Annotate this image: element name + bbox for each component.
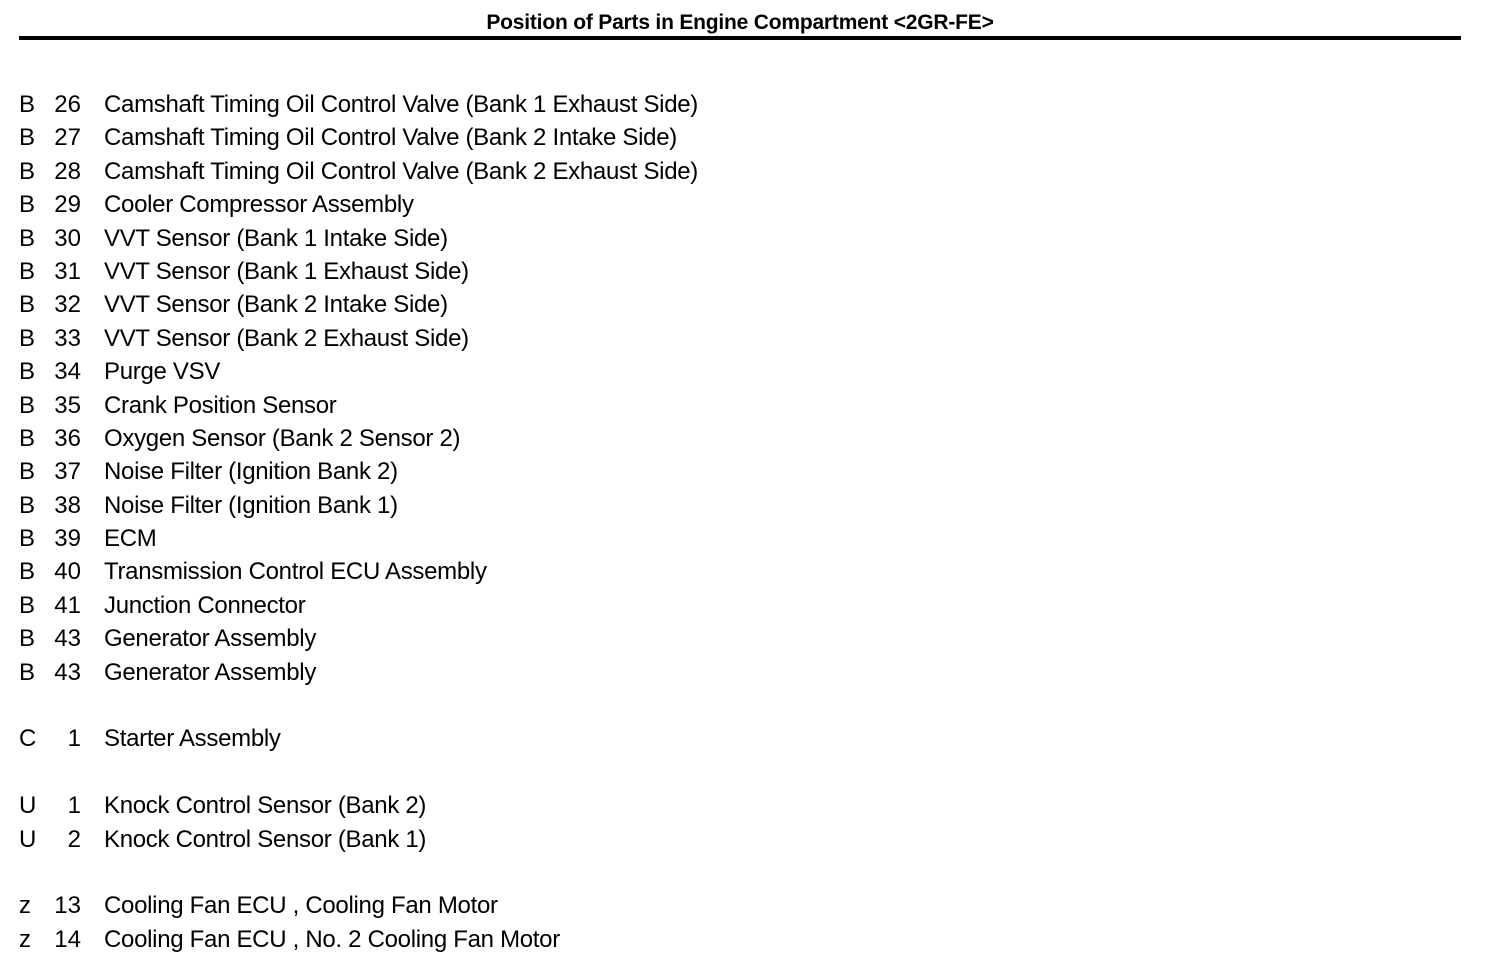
part-row (19, 288, 1419, 321)
part-row (19, 555, 1419, 588)
part-name: Crank Position Sensor (104, 391, 337, 419)
connector-number: 37 (54, 458, 81, 486)
connector-number: 1 (67, 792, 81, 820)
connector-code: B (19, 525, 36, 553)
part-name: VVT Sensor (Bank 2 Intake Side) (104, 291, 448, 319)
document-header (19, 0, 1461, 40)
part-name: Noise Filter (Ignition Bank 2) (104, 458, 398, 486)
part-row (19, 322, 1419, 355)
part-row (19, 121, 1419, 154)
page-title: Position of Parts in Engine Compartment <2GR-FE> (486, 11, 994, 34)
connector-number: 28 (54, 157, 81, 185)
connector-number: 43 (54, 658, 81, 686)
part-name: Generator Assembly (104, 658, 317, 686)
connector-code: B (19, 591, 36, 619)
part-name: VVT Sensor (Bank 2 Exhaust Side) (104, 324, 469, 352)
connector-code: B (19, 224, 36, 252)
connector-number: 40 (54, 558, 81, 586)
connector-code: U (19, 792, 37, 820)
parts-group (19, 88, 1419, 689)
part-name: VVT Sensor (Bank 1 Exhaust Side) (104, 257, 469, 285)
parts-group (19, 722, 1419, 755)
connector-number: 27 (54, 124, 81, 152)
part-row (19, 622, 1419, 655)
parts-group (19, 789, 1419, 856)
connector-code: B (19, 358, 36, 386)
connector-number: 35 (54, 391, 81, 419)
connector-code: B (19, 191, 36, 219)
connector-code: B (19, 324, 36, 352)
connector-code: B (19, 91, 36, 118)
part-row (19, 722, 1419, 755)
part-row (19, 389, 1419, 422)
connector-code: B (19, 157, 36, 185)
part-row (19, 522, 1419, 555)
part-row (19, 88, 1419, 121)
part-row (19, 489, 1419, 522)
connector-number: 14 (54, 925, 81, 953)
connector-code: z (19, 892, 31, 920)
part-name: Cooling Fan ECU , Cooling Fan Motor (104, 892, 498, 920)
connector-number: 29 (54, 191, 81, 219)
part-row (19, 656, 1419, 689)
connector-code: B (19, 291, 36, 319)
part-row (19, 789, 1419, 822)
part-row (19, 889, 1419, 922)
part-row (19, 422, 1419, 455)
parts-list (19, 88, 1419, 956)
part-name: Purge VSV (104, 358, 221, 386)
connector-code: B (19, 491, 36, 519)
part-name: Cooling Fan ECU , No. 2 Cooling Fan Motor (104, 925, 560, 953)
connector-code: B (19, 458, 36, 486)
part-name: VVT Sensor (Bank 1 Intake Side) (104, 224, 448, 252)
connector-code: B (19, 658, 36, 686)
part-name: ECM (104, 525, 157, 553)
connector-code: B (19, 558, 36, 586)
connector-number: 34 (54, 358, 81, 386)
part-name: Knock Control Sensor (Bank 1) (104, 825, 427, 853)
part-row (19, 589, 1419, 622)
connector-code: B (19, 124, 36, 152)
connector-number: 26 (54, 91, 81, 118)
part-row (19, 455, 1419, 488)
part-name: Camshaft Timing Oil Control Valve (Bank 1 Exhaust Side) (104, 91, 698, 118)
connector-number: 31 (54, 257, 81, 285)
connector-code: C (19, 725, 37, 753)
connector-number: 13 (54, 892, 81, 920)
parts-group (19, 889, 1419, 956)
part-name: Oxygen Sensor (Bank 2 Sensor 2) (104, 424, 461, 452)
connector-number: 36 (54, 424, 81, 452)
part-row (19, 823, 1419, 856)
part-row (19, 255, 1419, 288)
connector-code: B (19, 391, 36, 419)
connector-number: 1 (67, 725, 81, 753)
connector-number: 2 (67, 825, 81, 853)
part-name: Camshaft Timing Oil Control Valve (Bank 2 Intake Side) (104, 124, 677, 152)
part-name: Cooler Compressor Assembly (104, 191, 414, 219)
part-row (19, 155, 1419, 188)
part-row (19, 923, 1419, 956)
connector-code: z (19, 925, 31, 953)
part-name: Camshaft Timing Oil Control Valve (Bank 2 Exhaust Side) (104, 157, 698, 185)
connector-number: 39 (54, 525, 81, 553)
connector-code: B (19, 625, 36, 653)
connector-number: 32 (54, 291, 81, 319)
connector-code: U (19, 825, 37, 853)
part-row (19, 188, 1419, 221)
part-name: Noise Filter (Ignition Bank 1) (104, 491, 398, 519)
connector-code: B (19, 257, 36, 285)
connector-number: 43 (54, 625, 81, 653)
part-name: Transmission Control ECU Assembly (104, 558, 487, 586)
connector-number: 30 (54, 224, 81, 252)
connector-number: 41 (54, 591, 81, 619)
part-name: Junction Connector (104, 591, 306, 619)
part-row (19, 355, 1419, 388)
part-name: Starter Assembly (104, 725, 281, 753)
connector-code: B (19, 424, 36, 452)
connector-number: 33 (54, 324, 81, 352)
part-name: Knock Control Sensor (Bank 2) (104, 792, 427, 820)
part-name: Generator Assembly (104, 625, 317, 653)
connector-number: 38 (54, 491, 81, 519)
part-row (19, 222, 1419, 255)
